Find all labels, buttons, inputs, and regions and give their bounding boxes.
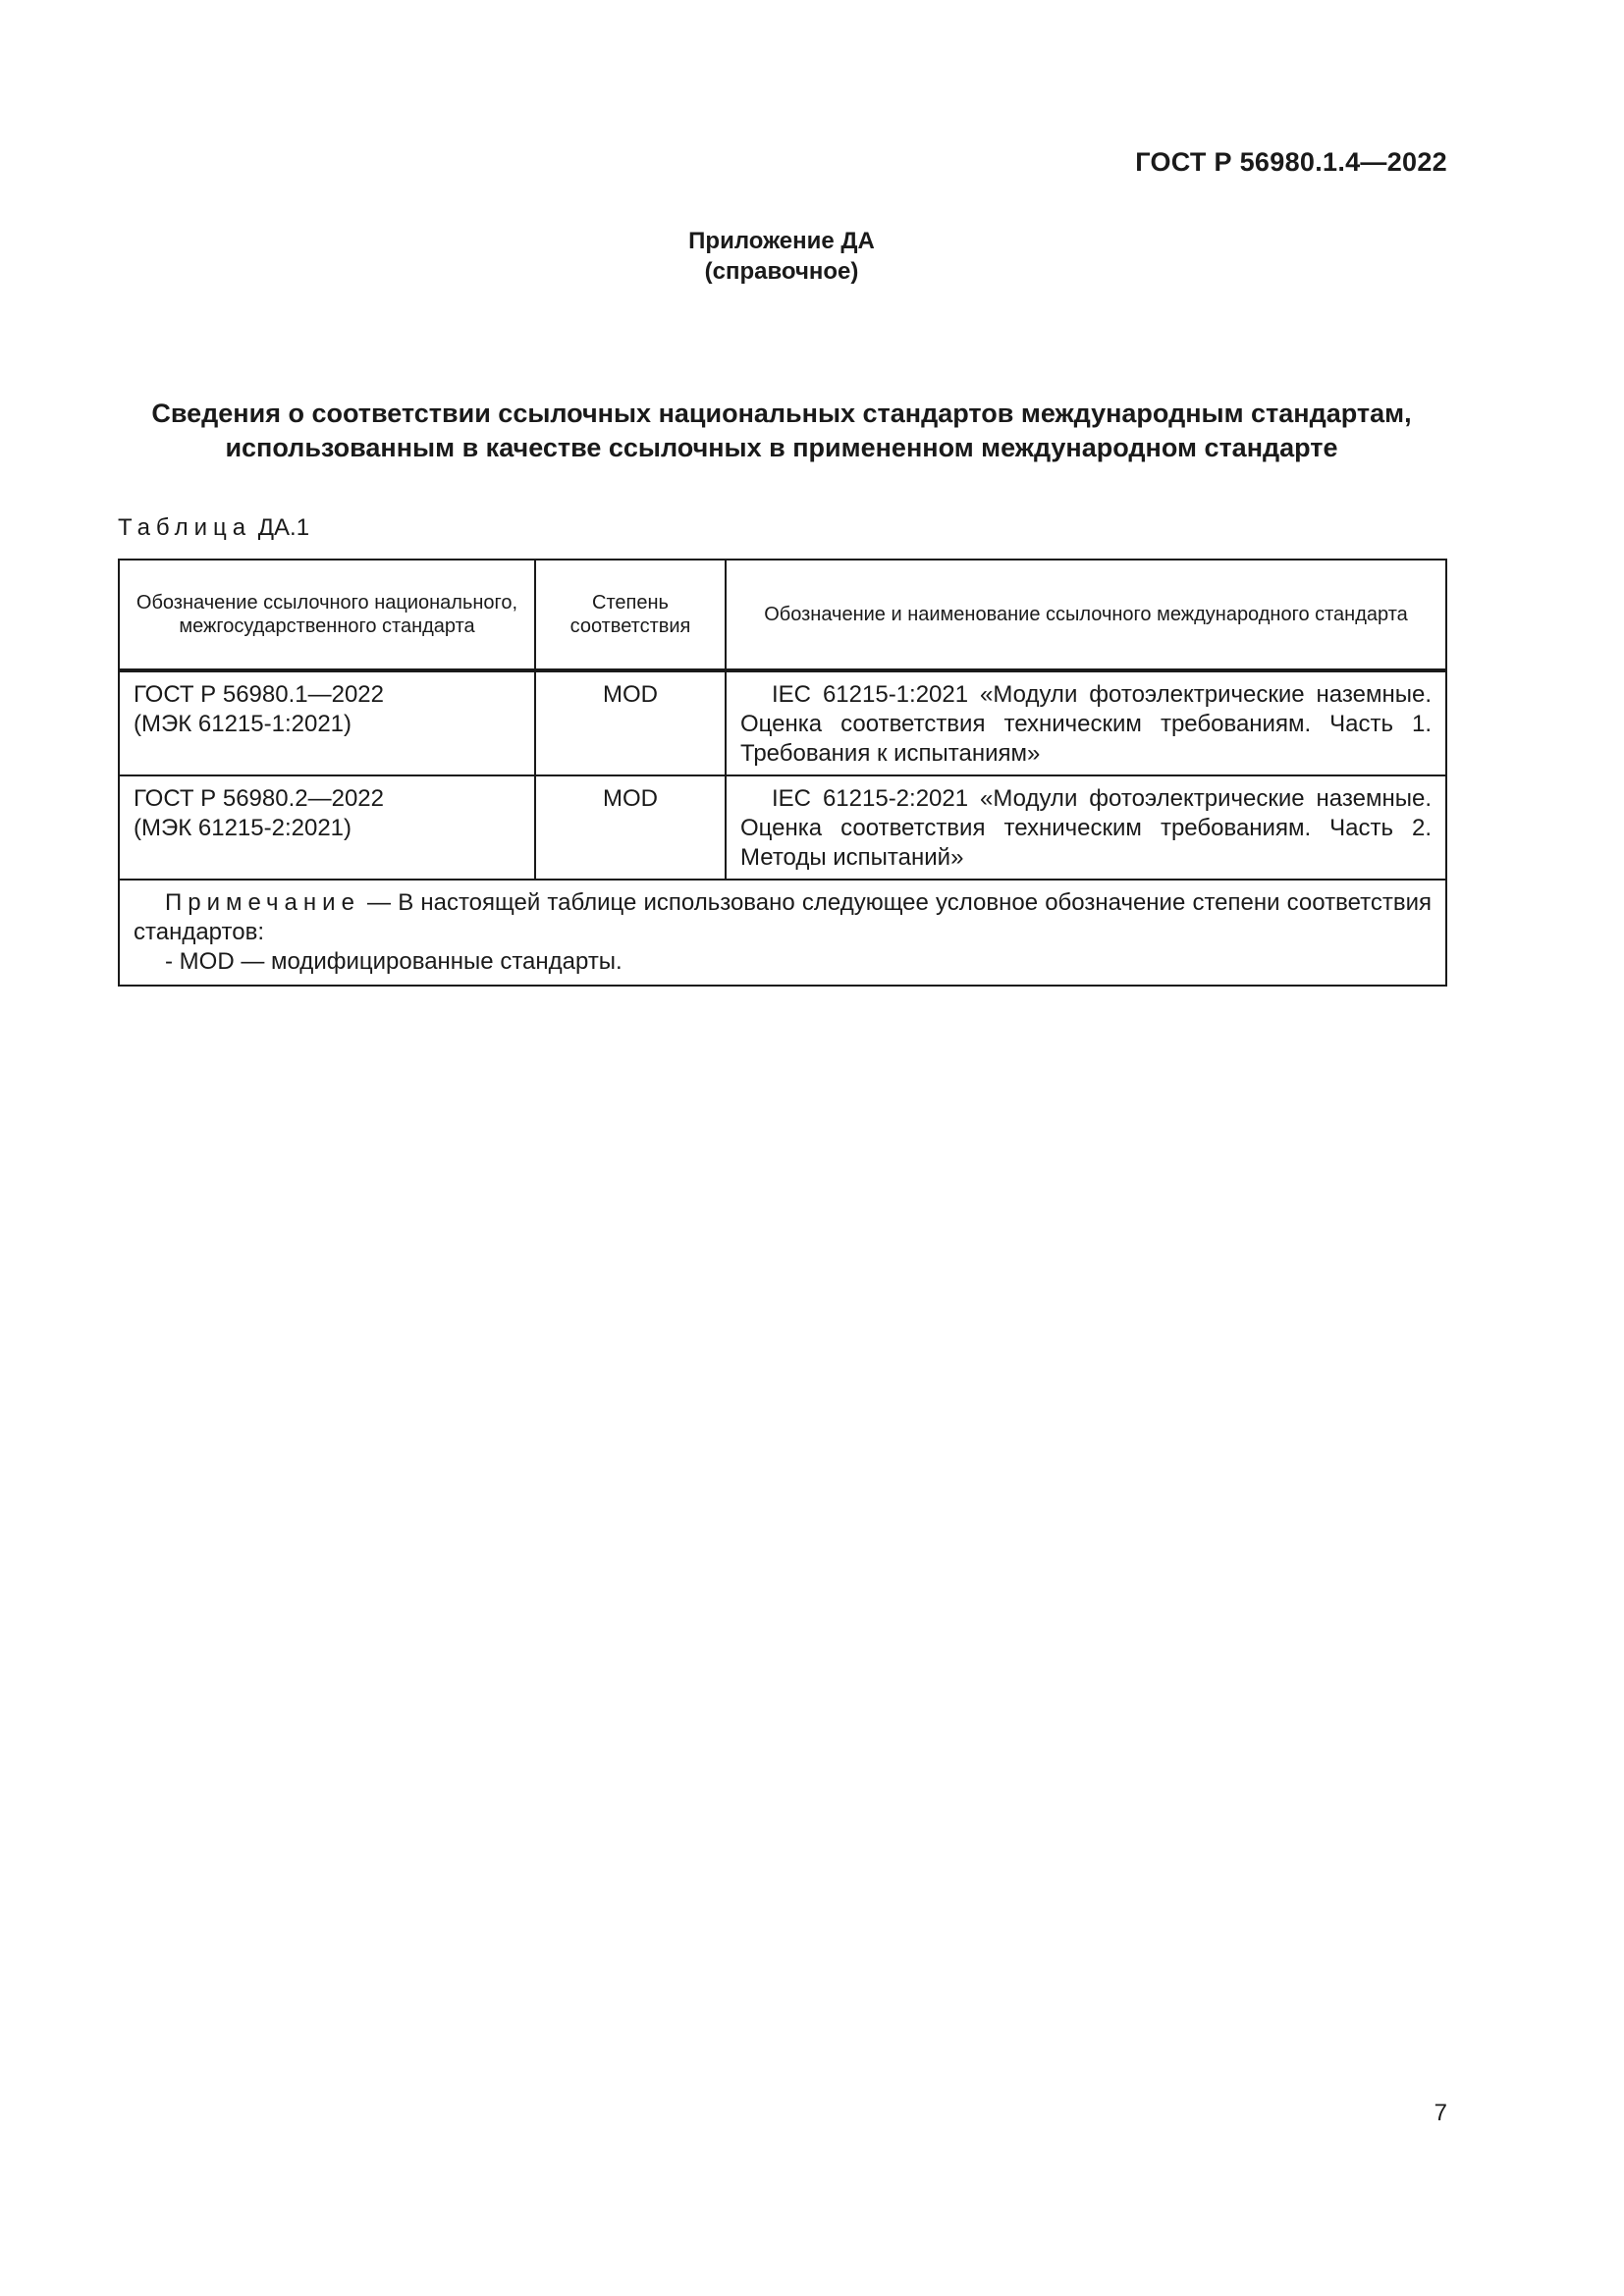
national-standard-cell [119, 775, 535, 880]
international-standard-cell: IEC 61215-1:2021 «Модули фотоэлектрические наземные. Оценка соответствия техническим требованиям. Часть 1. Требования к испытаниям» [726, 670, 1446, 775]
header-degree: Степень соответствия [535, 560, 726, 670]
standards-correspondence-table [118, 559, 1447, 987]
appendix-title: Приложение ДА [688, 228, 875, 254]
note-list-item: - MOD — модифицированные стандарты. [165, 948, 623, 975]
table-note-row [119, 880, 1446, 986]
table-row [119, 670, 1446, 775]
degree-cell: MOD [535, 670, 726, 775]
header-international-standard: Обозначение и наименование ссылочного международного стандарта [726, 560, 1446, 670]
national-standard-code: ГОСТ Р 56980.2—2022 [134, 785, 384, 812]
document-code: ГОСТ Р 56980.1.4—2022 [1135, 147, 1447, 177]
section-title-line-1: Сведения о соответствии ссылочных национальных стандартов международным стандартам, [151, 399, 1412, 428]
table-row [119, 775, 1446, 880]
national-standard-code: ГОСТ Р 56980.1—2022 [134, 681, 384, 708]
header-national-standard: Обозначение ссылочного национального, межгосударственного стандарта [119, 560, 535, 670]
iec-equivalent-code: (МЭК 61215-2:2021) [134, 815, 352, 841]
section-title-line-2: использованным в качестве ссылочных в примененном международном стандарте [225, 433, 1338, 462]
table-header-row [119, 560, 1446, 670]
table-note-text [134, 888, 1432, 947]
appendix-subtitle: (справочное) [704, 258, 859, 285]
note-body: — В настоящей таблице использовано следующее условное обозначение степени соответствия стандартов: [134, 889, 1432, 945]
table-caption [118, 514, 309, 542]
table-note-cell [119, 880, 1446, 986]
national-standard-cell [119, 670, 535, 775]
table-caption-word: Таблица [118, 514, 252, 541]
table-caption-number: ДА.1 [257, 514, 310, 541]
degree-cell: MOD [535, 775, 726, 880]
section-title [118, 397, 1445, 465]
international-standard-cell: IEC 61215-2:2021 «Модули фотоэлектрические наземные. Оценка соответствия техническим требованиям. Часть 2. Методы испытаний» [726, 775, 1446, 880]
note-label: Примечание [165, 889, 360, 916]
appendix-heading [0, 226, 1563, 287]
iec-equivalent-code: (МЭК 61215-1:2021) [134, 711, 352, 737]
page-number: 7 [1434, 2100, 1447, 2126]
